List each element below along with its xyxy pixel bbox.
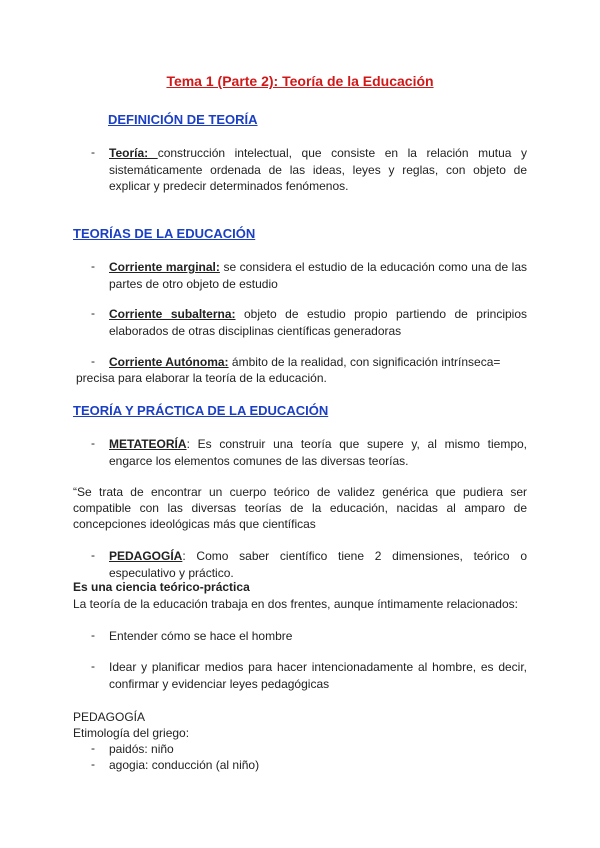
- page-title: Tema 1 (Parte 2): Teoría de la Educación: [166, 73, 434, 89]
- bullet-dash: -: [91, 548, 95, 562]
- list-item: [109, 145, 527, 195]
- heading-teorias: TEORÍAS DE LA EDUCACIÓN: [73, 226, 256, 241]
- term-text: ámbito de la realidad, con significación intrínseca=: [228, 355, 501, 369]
- list-item: [109, 306, 527, 339]
- intro-text: La teoría de la educación trabaja en dos frentes, aunque íntimamente relacionados:: [73, 597, 518, 611]
- bullet-dash: -: [91, 306, 95, 320]
- term-label: Teoría:: [109, 146, 158, 160]
- list-item: paidós: niño: [109, 742, 174, 756]
- bullet-dash: -: [91, 354, 95, 368]
- bullet-dash: -: [91, 741, 95, 755]
- bullet-dash: -: [91, 436, 95, 450]
- list-item: Entender cómo se hace el hombre: [109, 629, 293, 643]
- continuation-text: precisa para elaborar la teoría de la educación.: [76, 371, 327, 385]
- pedagogia-label: PEDAGOGÍA: [73, 710, 146, 724]
- bullet-dash: -: [91, 259, 95, 273]
- list-item: agogia: conducción (al niño): [109, 758, 260, 772]
- list-item: [109, 436, 527, 469]
- term-label: PEDAGOGÍA: [109, 549, 183, 563]
- term-text: : Como saber científico tiene 2 dimensiones, teórico o especulativo y práctico.: [109, 549, 527, 580]
- term-text: : Es construir una teoría que supere y, al mismo tiempo, engarce los elementos comunes de las diversas teorías.: [109, 437, 527, 468]
- bullet-dash: -: [91, 145, 95, 159]
- heading-definicion: DEFINICIÓN DE TEORÍA: [108, 112, 258, 127]
- heading-practica: TEORÍA Y PRÁCTICA DE LA EDUCACIÓN: [73, 403, 329, 418]
- etimologia-subtitle: Etimología del griego:: [73, 726, 190, 740]
- term-label: Corriente marginal:: [109, 260, 220, 274]
- list-item: [109, 548, 527, 581]
- bullet-dash: -: [91, 659, 95, 673]
- term-label: Corriente subalterna:: [109, 307, 236, 321]
- bullet-dash: -: [91, 757, 95, 771]
- bullet-dash: -: [91, 628, 95, 642]
- term-text: se considera el estudio de la educación como una de las partes de otro objeto de estudio: [109, 260, 527, 291]
- term-text: construcción intelectual, que consiste en la relación mutua y sistemáticamente ordenada de las ideas, leyes y reglas, con objeto de explicar y predecir determinados fenómenos.: [109, 146, 528, 193]
- term-label: Corriente Autónoma:: [109, 355, 229, 369]
- term-text: objeto de estudio propio partiendo de principios elaborados de otras disciplinas científicas generadoras: [109, 307, 527, 338]
- list-item: [109, 259, 527, 292]
- bold-statement: Es una ciencia teórico-práctica: [73, 580, 250, 594]
- term-label: METATEORÍA: [109, 437, 187, 451]
- quote-paragraph: “Se trata de encontrar un cuerpo teórico de validez genérica que pudiera ser compatible con las diversas teorías de la educación, nacidas al amparo de concepciones ideológicas más que científicas: [73, 485, 527, 531]
- list-item: [109, 354, 500, 370]
- list-item: Idear y planificar medios para hacer intencionadamente al hombre, es decir, confirmar y evidenciar leyes pedagógicas: [109, 660, 527, 691]
